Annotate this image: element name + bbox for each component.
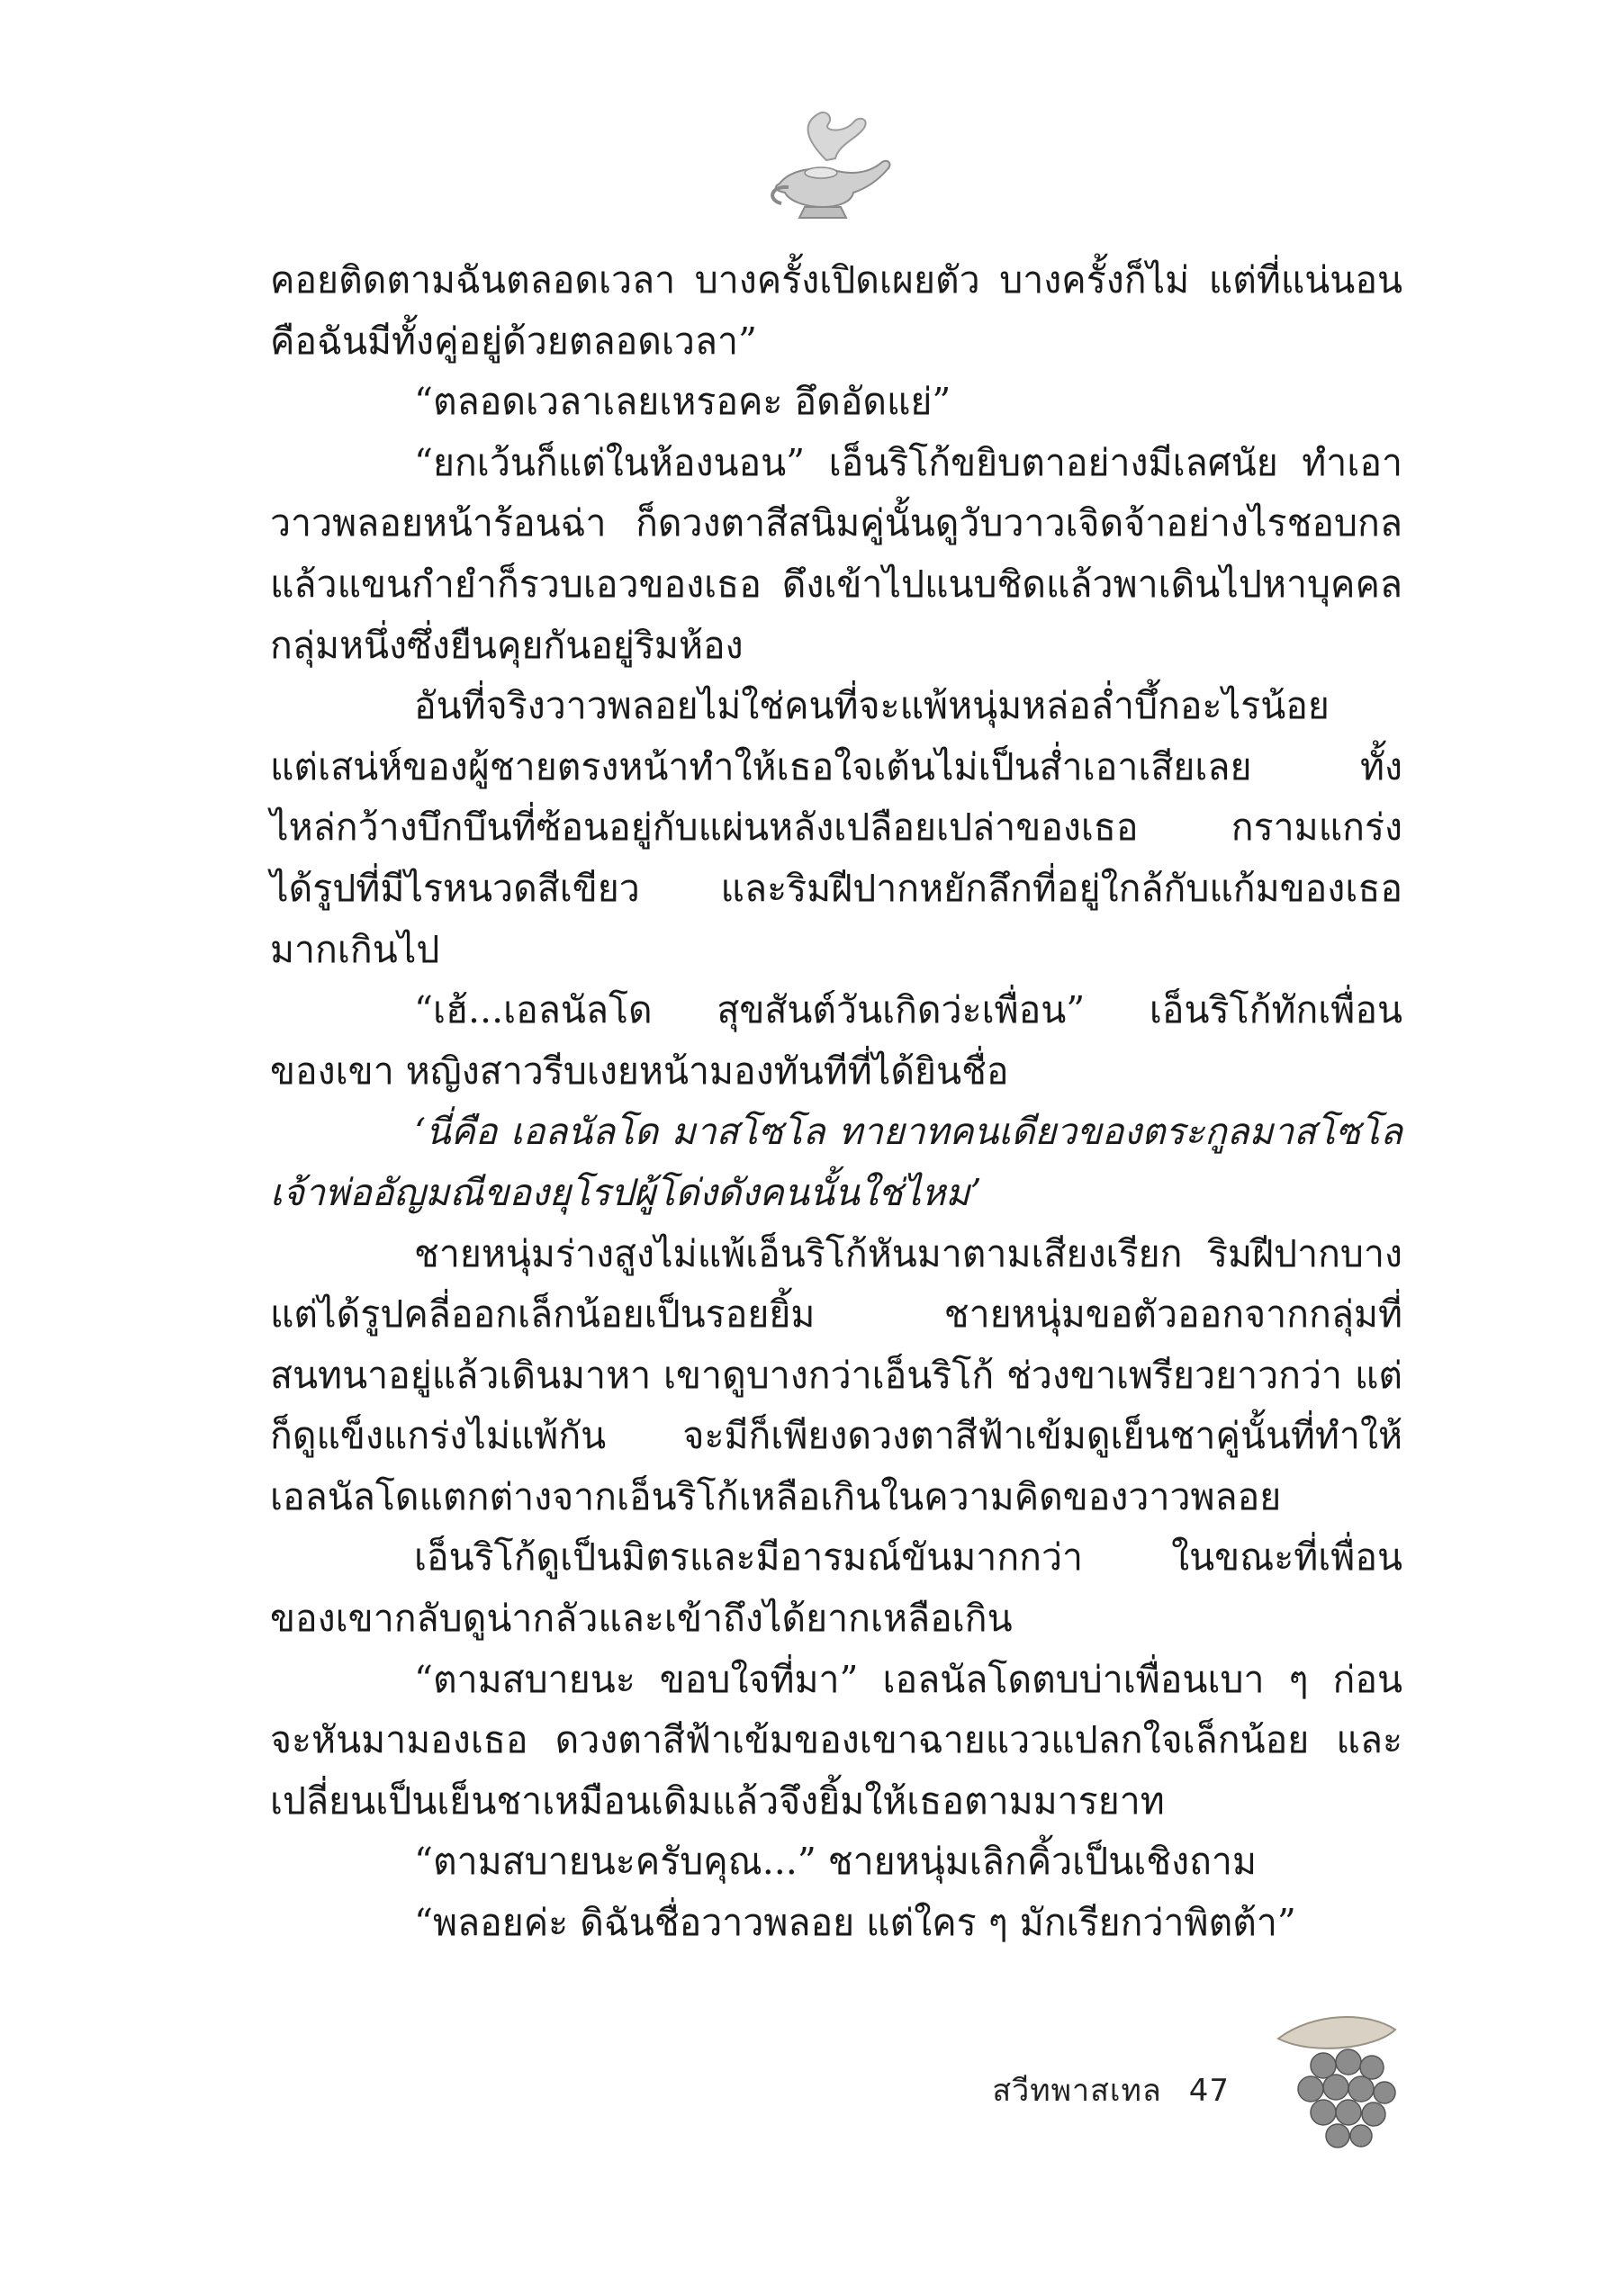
magic-lamp-icon	[763, 106, 898, 232]
text-line: คือฉันมีทั้งคู่อยู่ด้วยตลอดเวลา”	[270, 319, 757, 363]
text-line: แล้วแขนกำยำก็รวบเอวของเธอ ดึงเข้าไปแนบชิดแล้วพาเดินไปหาบุคคล	[270, 562, 1402, 606]
text-line: คอยติดตามฉันตลอดเวลา บางครั้งเปิดเผยตัว บางครั้งก็ไม่ แต่ที่แน่นอน	[270, 258, 1402, 302]
text-line: ก็ดูแข็งแกร่งไม่แพ้กัน จะมีก็เพียงดวงตาสีฟ้าเข้มดูเย็นชาคู่นั้นที่ทำให้	[270, 1414, 1402, 1458]
text-line: ไหล่กว้างบึกบึนที่ซ้อนอยู่กับแผ่นหลังเปลือยเปล่าของเธอ กรามแกร่ง	[270, 806, 1402, 850]
page-footer	[992, 2066, 1230, 2114]
text-line: เอ็นริโก้ดูเป็นมิตรและมีอารมณ์ขันมากกว่า ในขณะที่เพื่อน	[414, 1535, 1402, 1580]
text-line: แต่เสน่ห์ของผู้ชายตรงหน้าทำให้เธอใจเต้นไม่เป็นส่ำเอาเสียเลย ทั้ง	[270, 744, 1402, 788]
text-line: จะหันมามองเธอ ดวงตาสีฟ้าเข้มของเขาฉายแววแปลกใจเล็กน้อย และ	[270, 1718, 1402, 1762]
text-line: “ตามสบายนะครับคุณ...” ชายหนุ่มเลิกคิ้วเป็นเชิงถาม	[414, 1840, 1257, 1884]
text-line: “พลอยค่ะ ดิฉันชื่อวาวพลอย แต่ใคร ๆ มักเรียกว่าพิตต้า”	[414, 1901, 1296, 1945]
text-line: วาวพลอยหน้าร้อนฉ่า ก็ดวงตาสีสนิมคู่นั้นดูวับวาวเจิดจ้าอย่างไรชอบกล	[270, 501, 1402, 545]
body-text	[270, 250, 1402, 1954]
text-line: มากเกินไป	[270, 927, 440, 971]
text-line: ชายหนุ่มร่างสูงไม่แพ้เอ็นริโก้หันมาตามเสียงเรียก ริมฝีปากบาง	[414, 1231, 1402, 1275]
text-line: อันที่จริงวาวพลอยไม่ใช่คนที่จะแพ้หนุ่มหล่อล่ำบึ้กอะไรน้อย	[414, 684, 1330, 728]
text-line: “ยกเว้นก็แต่ในห้องนอน” เอ็นริโก้ขยิบตาอย่างมีเลศนัย ทำเอา	[414, 440, 1402, 484]
text-line: ได้รูปที่มีไรหนวดสีเขียว และริมฝีปากหยักลึกที่อยู่ใกล้กับแก้มของเธอ	[270, 866, 1402, 910]
grapes-icon	[1260, 2003, 1413, 2156]
text-line: เปลี่ยนเป็นเย็นชาเหมือนเดิมแล้วจึงยิ้มให้เธอตามมารยาท	[270, 1778, 1165, 1823]
text-line: ของเขากลับดูน่ากลัวและเข้าถึงได้ยากเหลือเกิน	[270, 1597, 1013, 1641]
text-line: เจ้าพ่ออัญมณีของยุโรปผู้โด่งดังคนนั้นใช่ไหม’	[270, 1170, 982, 1214]
book-title: สวีทพาสเทล	[992, 2073, 1162, 2109]
text-line: “ตามสบายนะ ขอบใจที่มา” เอลนัลโดตบบ่าเพื่อนเบา ๆ ก่อน	[414, 1657, 1402, 1701]
page-number: 47	[1188, 2073, 1230, 2109]
text-line: แต่ได้รูปคลี่ออกเล็กน้อยเป็นรอยยิ้ม ชายหนุ่มขอตัวออกจากกลุ่มที่	[270, 1292, 1402, 1337]
text-line: ของเขา หญิงสาวรีบเงยหน้ามองทันทีที่ได้ยินชื่อ	[270, 1049, 1009, 1093]
text-line: “ตลอดเวลาเลยเหรอคะ อึดอัดแย่”	[414, 380, 951, 424]
text-line: ‘นี่คือ เอลนัลโด มาสโซโล ทายาทคนเดียวของตระกูลมาสโซโล	[414, 1110, 1402, 1154]
text-line: “เฮ้...เอลนัลโด สุขสันต์วันเกิดว่ะเพื่อน” เอ็นริโก้ทักเพื่อน	[414, 988, 1402, 1032]
text-line: สนทนาอยู่แล้วเดินมาหา เขาดูบางกว่าเอ็นริโก้ ช่วงขาเพรียวยาวกว่า แต่	[270, 1353, 1402, 1397]
text-line: กลุ่มหนึ่งซึ่งยืนคุยกันอยู่ริมห้อง	[270, 623, 744, 667]
text-line: เอลนัลโดแตกต่างจากเอ็นริโก้เหลือเกินในความคิดของวาวพลอย	[270, 1474, 1282, 1518]
